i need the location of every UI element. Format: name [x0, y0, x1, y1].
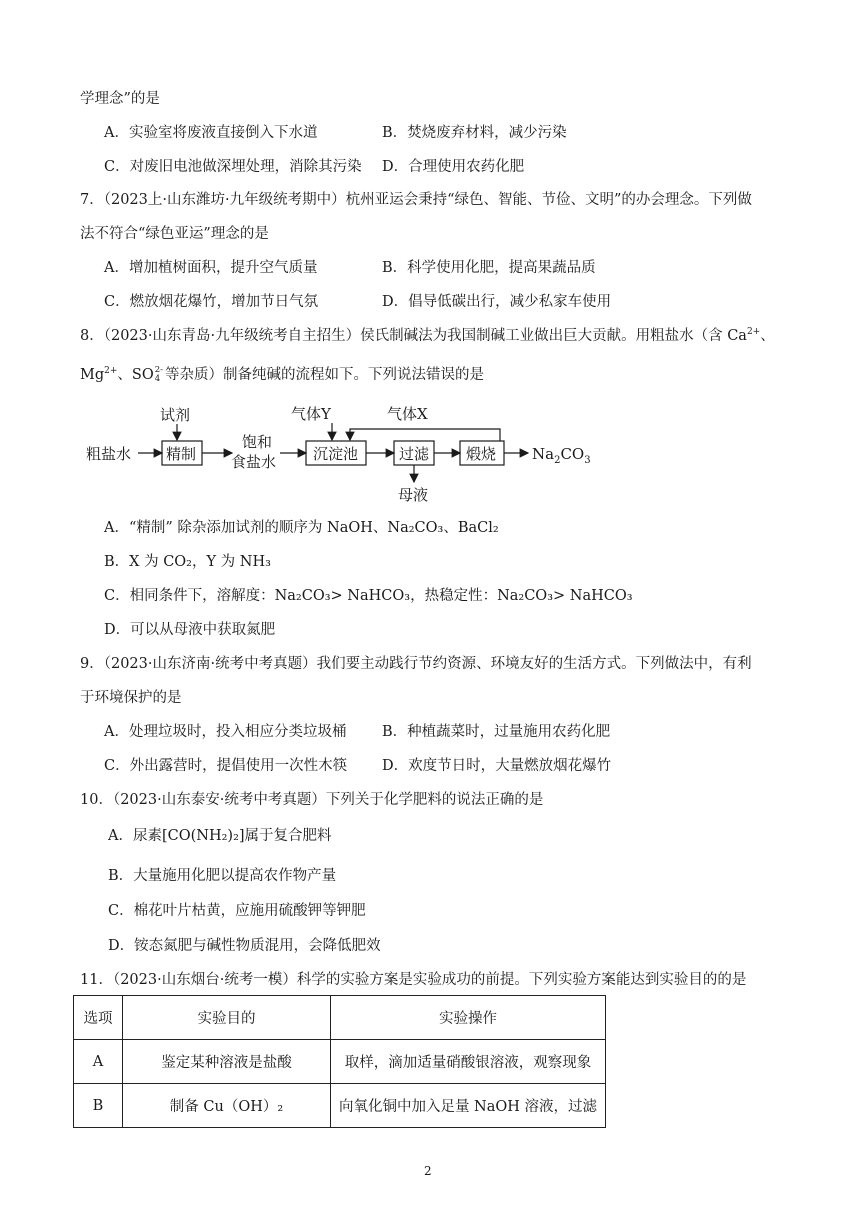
flow-label-gas-x: 气体X [387, 405, 428, 423]
q7-option-a[interactable]: A．增加植树面积，提升空气质量 [104, 260, 318, 276]
flow-label-sat1: 饱和 [242, 433, 273, 451]
q8-option-d[interactable]: D．可以从母液中获取氮肥 [104, 622, 276, 638]
q9-stem-line1: 9．（2023·山东济南·统考中考真题）我们要主动践行节约资源、环境友好的生活方式。下列做法中，有利 [80, 656, 752, 672]
q10-option-c[interactable]: C．棉花叶片枯黄，应施用硫酸钾等钾肥 [108, 903, 366, 919]
flow-label-gas-y: 气体Y [291, 405, 331, 423]
q10-stem: 10．（2023·山东泰安·统考中考真题）下列关于化学肥料的说法正确的是 [80, 792, 544, 808]
q9-option-a[interactable]: A．处理垃圾时，投入相应分类垃圾桶 [104, 724, 347, 740]
q10-option-b[interactable]: B．大量施用化肥以提高农作物产量 [108, 868, 337, 884]
table-cell: 鉴定某种溶液是盐酸 [123, 1040, 331, 1084]
q8-stem-line1: 8．（2023·山东青岛·九年级统考自主招生）侯氏制碱法为我国制碱工业做出巨大贡献。用粗盐水（含 $Ca^{2+}$、 [80, 327, 775, 344]
page-number: 2 [424, 1164, 432, 1178]
flow-label-product: $Na_2CO_3$ [532, 445, 591, 466]
q7-stem-line2: 法不符合“绿色亚运”理念的是 [80, 226, 269, 242]
flow-label-calcine: 煅烧 [466, 445, 497, 463]
table-row [74, 1040, 606, 1084]
q9-option-c[interactable]: C．外出露营时，提倡使用一次性木筷 [104, 758, 348, 774]
q7-option-c[interactable]: C．燃放烟花爆竹，增加节日气氛 [104, 294, 319, 310]
q6-option-c[interactable]: C．对废旧电池做深埋处理，消除其污染 [104, 159, 362, 175]
flow-label-start: 粗盐水 [86, 445, 132, 463]
q10-option-d[interactable]: D．铵态氮肥与碱性物质混用，会降低肥效 [108, 938, 381, 954]
flow-label-filter: 过滤 [399, 445, 430, 463]
q8-option-c[interactable]: C．相同条件下，溶解度：Na₂CO₃> NaHCO₃，热稳定性：Na₂CO₃> NaHCO₃ [104, 588, 633, 604]
q8-option-b[interactable]: B．X 为 CO₂，Y 为 NH₃ [104, 554, 271, 570]
q10-option-a[interactable]: A．尿素[CO(NH₂)₂]属于复合肥料 [108, 828, 332, 844]
flow-label-reagent: 试剂 [160, 406, 191, 424]
soda-process-flow-diagram [80, 402, 620, 506]
table-row [74, 1084, 606, 1128]
q8-option-a[interactable]: A．“精制” 除杂添加试剂的顺序为 NaOH、Na₂CO₃、BaCl₂ [104, 520, 499, 536]
flow-label-refine: 精制 [166, 445, 197, 463]
q9-option-d[interactable]: D．欢度节日时，大量燃放烟花爆竹 [382, 758, 612, 774]
q7-option-b[interactable]: B．科学使用化肥，提高果蔬品质 [382, 260, 596, 276]
table-header-cell: 选项 [74, 996, 123, 1040]
q8-stem-line2: $Mg^{2+}$、SO 2- 4 等杂质）制备纯碱的流程如下。下列说法错误的是 [80, 365, 485, 384]
table-cell: 制备 Cu（OH）₂ [123, 1084, 331, 1128]
table-header-cell: 实验目的 [123, 996, 331, 1040]
flow-label-precip: 沉淀池 [313, 445, 359, 463]
flow-label-mother-liquor: 母液 [398, 486, 429, 504]
q6-tail: 学理念”的是 [80, 91, 160, 107]
flow-label-sat2: 食盐水 [231, 453, 277, 471]
table-cell: 向氧化铜中加入足量 NaOH 溶液，过滤 [331, 1084, 606, 1128]
q6-option-b[interactable]: B．焚烧废弃材料，减少污染 [382, 125, 567, 141]
q9-option-b[interactable]: B．种植蔬菜时，过量施用农药化肥 [382, 724, 611, 740]
table-cell: A [74, 1040, 123, 1084]
q6-option-d[interactable]: D．合理使用农药化肥 [382, 159, 525, 175]
q11-stem: 11．（2023·山东烟台·统考一模）科学的实验方案是实验成功的前提。下列实验方案能达到实验目的的是 [80, 972, 747, 988]
table-cell: B [74, 1084, 123, 1128]
q11-experiment-table [73, 995, 606, 1128]
q7-option-d[interactable]: D．倡导低碳出行，减少私家车使用 [382, 294, 612, 310]
table-header-cell: 实验操作 [331, 996, 606, 1040]
table-cell: 取样，滴加适量硝酸银溶液，观察现象 [331, 1040, 606, 1084]
q9-stem-line2: 于环境保护的是 [80, 690, 182, 706]
q7-stem-line1: 7．（2023上·山东潍坊·九年级统考期中）杭州亚运会秉持“绿色、智能、节俭、文明”的办会理念。下列做 [80, 192, 752, 208]
q6-option-a[interactable]: A．实验室将废液直接倒入下水道 [104, 125, 318, 141]
table-header-row [74, 996, 606, 1040]
